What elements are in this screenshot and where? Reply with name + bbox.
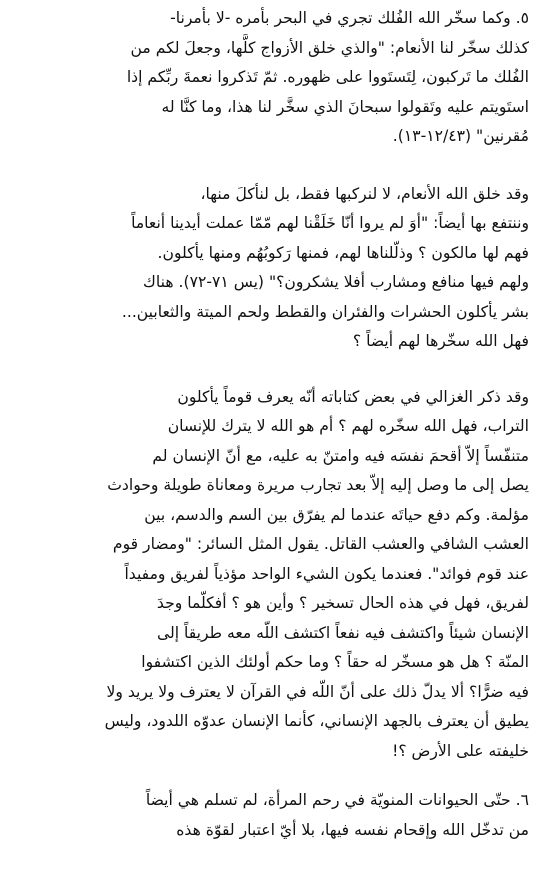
text-line: يطيق أن يعترف بالجهد الإنساني، كأنما الإنسان عدوّه اللدود، وليس [104, 712, 529, 730]
text-line: مُقرنين" (١٢/٤٣-١٣). [392, 127, 529, 145]
text-line: الفُلك ما تَركبون، لِتَستَووا على ظهوره. ثمّ تَذكروا نعمةَ ربِّكم إذا [126, 68, 529, 86]
text-line: ٥. وكما سخّر الله الفُلك تجري في البحر بأمره -لا بأمرنا- [170, 9, 529, 27]
text-line: العشب الشافي والعشب القاتل. يقول المثل السائر: "ومضار قوم [112, 535, 529, 553]
paragraph-spacer [16, 152, 529, 180]
text-line: عند قوم فوائد". فعندما يكون الشيء الواحد مؤذياً لفريق ومفيداً [124, 564, 529, 583]
paragraph-livestock [16, 180, 529, 357]
text-line: فهم لها مالكون ؟ وذلّلناها لهم، فمنها رَكوبُهُم ومنها يأكلون. [157, 243, 529, 262]
paragraph-spacer [16, 357, 529, 383]
text-line: فيه ضرًّا؟ ألا يدلّ ذلك على أنّ اللّه في القرآن لا يعترف ولا يريد ولا [106, 682, 529, 701]
text-line: كذلك سخّر لنا الأنعام: "والذي خلق الأزواج كلَّها، وجعلَ لكم من [130, 38, 529, 57]
text-line: المنّة ؟ هل هو مسخّر له حقاً ؟ وما حكم أولئك الذين اكتشفوا [141, 653, 529, 671]
text-line: التراب، فهل الله سخّره لهم ؟ أم هو الله لا يترك للإنسان [167, 417, 529, 435]
text-line: فهل الله سخّرها لهم أيضاً ؟ [352, 332, 529, 350]
text-line: ولهم فيها منافع ومشارب أفلا يشكرون؟" (يس ٧١-٧٢). هناك [143, 273, 529, 291]
text-line: الإنسان شيئاً واكتشف فيه نفعاً اكتشف اللّه معه طريقاً إلى [156, 623, 529, 642]
text-line: وقد خلق الله الأنعام، لا لنركبها فقط، بل لنأكلَ منها، [200, 184, 529, 203]
text-line: ٦. حتّى الحيوانات المنويّة في رحم المرأة، لم تسلم هي أيضاً [145, 791, 529, 809]
text-line: خليفته على الأرض ؟! [392, 741, 529, 760]
text-line: مؤلمة. وكم دفع حياتَه عندما لم يفرّق بين السم والدسم، بين [144, 505, 529, 524]
text-line: استَويتم عليه وتَقولوا سبحانَ الذي سخَّر لنا هذا، وما كنَّا له [161, 97, 529, 116]
paragraph-ghazali [16, 383, 529, 767]
text-line: يصل إلى ما وصل إليه إلاّ بعد تجارب مريرة ومعاناة طويلة وحوادث [107, 476, 529, 494]
text-line: متنفّساً إلاّ أقحمَ نفسَه فيه وامتنّ به عليه، مع أنّ الإنسان لم [152, 446, 529, 465]
text-line: وننتفع بها أيضاً: "أوَ لم يروا أنّا خَلَقْنا لهم مّمّا عملت أيدينا أنعاماً [131, 214, 529, 232]
paragraph-spacer [16, 766, 529, 786]
text-line: من تدخّل الله وإقحام نفسه فيها، بلا أيّ اعتبار لقوّة هذه [176, 820, 529, 839]
text-line: وقد ذكر الغزالي في بعض كتاباته أنّه يعرف قوماً يأكلون [177, 387, 529, 406]
paragraph-item-5 [16, 4, 529, 152]
paragraph-item-6 [16, 786, 529, 845]
text-line: بشر يأكلون الحشرات والفئران والقطط ولحم الميتة والثعابين... [121, 302, 529, 321]
text-line: لفريق، فهل في هذه الحال تسخير ؟ وأين هو ؟ أفكلّما وجدَ [156, 594, 529, 612]
